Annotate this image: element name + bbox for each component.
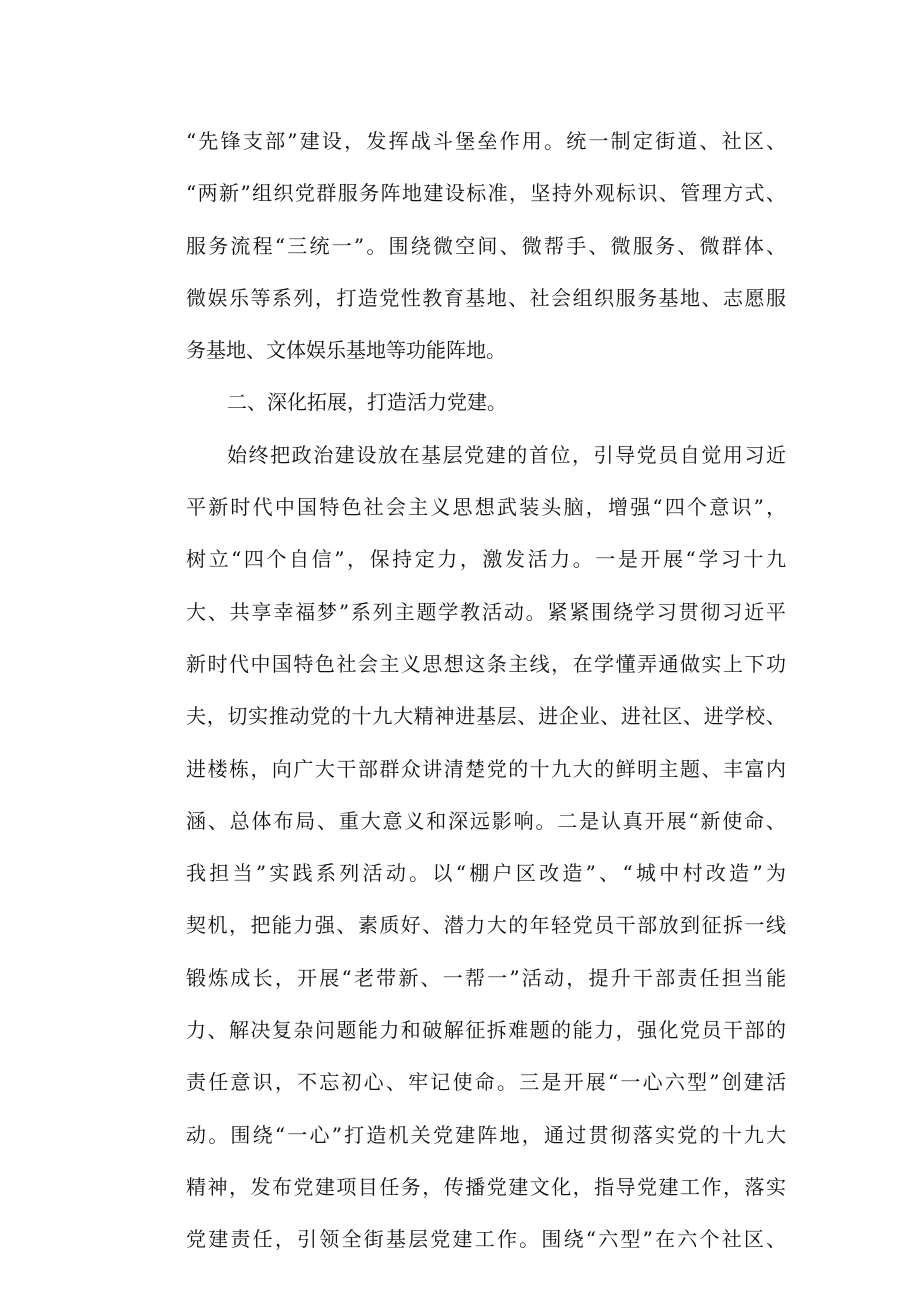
text-line: 平新时代中国特色社会主义思想武装头脑，增强“四个意识”， [186, 495, 789, 520]
section-heading [186, 376, 786, 428]
document-body [186, 115, 790, 1266]
text-line: 树立“四个自信”，保持定力，激发活力。一是开展“学习十九 [186, 547, 789, 572]
heading-line: 二、深化拓展，打造活力党建。 [227, 390, 507, 415]
text-line: 进楼栋，向广大干部群众讲清楚党的十九大的鲜明主题、丰富内 [186, 756, 788, 781]
text-line: 动。围绕“一心”打造机关党建阵地，通过贯彻落实党的十九大 [186, 1122, 789, 1147]
text-line: “先锋支部”建设，发挥战斗堡垒作用。统一制定街道、社区、 [186, 129, 789, 153]
text-line: 锻炼成长，开展“老带新、一帮一”活动，提升干部责任担当能 [186, 965, 789, 990]
text-line: 服务流程“三统一”。围绕微空间、微帮手、微服务、微群体、 [186, 233, 789, 258]
paragraph-1 [186, 115, 789, 376]
text-line: 夫，切实推动党的十九大精神进基层、进企业、进社区、进学校、 [186, 704, 787, 729]
text-line: 始终把政治建设放在基层党建的首位，引导党员自觉用习近 [227, 442, 788, 467]
paragraph-2 [186, 429, 790, 1266]
text-line: 力、解决复杂问题能力和破解征拆难题的能力，强化党员干部的 [186, 1018, 788, 1043]
text-line: 党建责任，引领全街基层党建工作。围绕“六型”在六个社区、 [186, 1227, 789, 1252]
text-line: 我担当”实践系列活动。以“棚户区改造”、“城中村改造”为 [186, 861, 790, 886]
text-line: 责任意识，不忘初心、牢记使命。三是开展“一心六型”创建活 [186, 1070, 789, 1095]
text-line: 契机，把能力强、素质好、潜力大的年轻党员干部放到征拆一线 [186, 913, 788, 938]
text-line: 务基地、文体娱乐基地等功能阵地。 [186, 338, 506, 363]
text-line: 微娱乐等系列，打造党性教育基地、社会组织服务基地、志愿服 [186, 285, 788, 310]
text-line: 精神，发布党建项目任务，传播党建文化，指导党建工作，落实 [186, 1174, 788, 1199]
text-line: 涵、总体布局、重大意义和深远影响。二是认真开展“新使命、 [186, 808, 788, 833]
text-line: 大、共享幸福梦”系列主题学教活动。紧紧围绕学习贯彻习近平 [186, 599, 788, 624]
text-line: “两新”组织党群服务阵地建设标准，坚持外观标识、管理方式、 [186, 181, 788, 206]
text-line: 新时代中国特色社会主义思想这条主线，在学懂弄通做实上下功 [186, 651, 788, 676]
